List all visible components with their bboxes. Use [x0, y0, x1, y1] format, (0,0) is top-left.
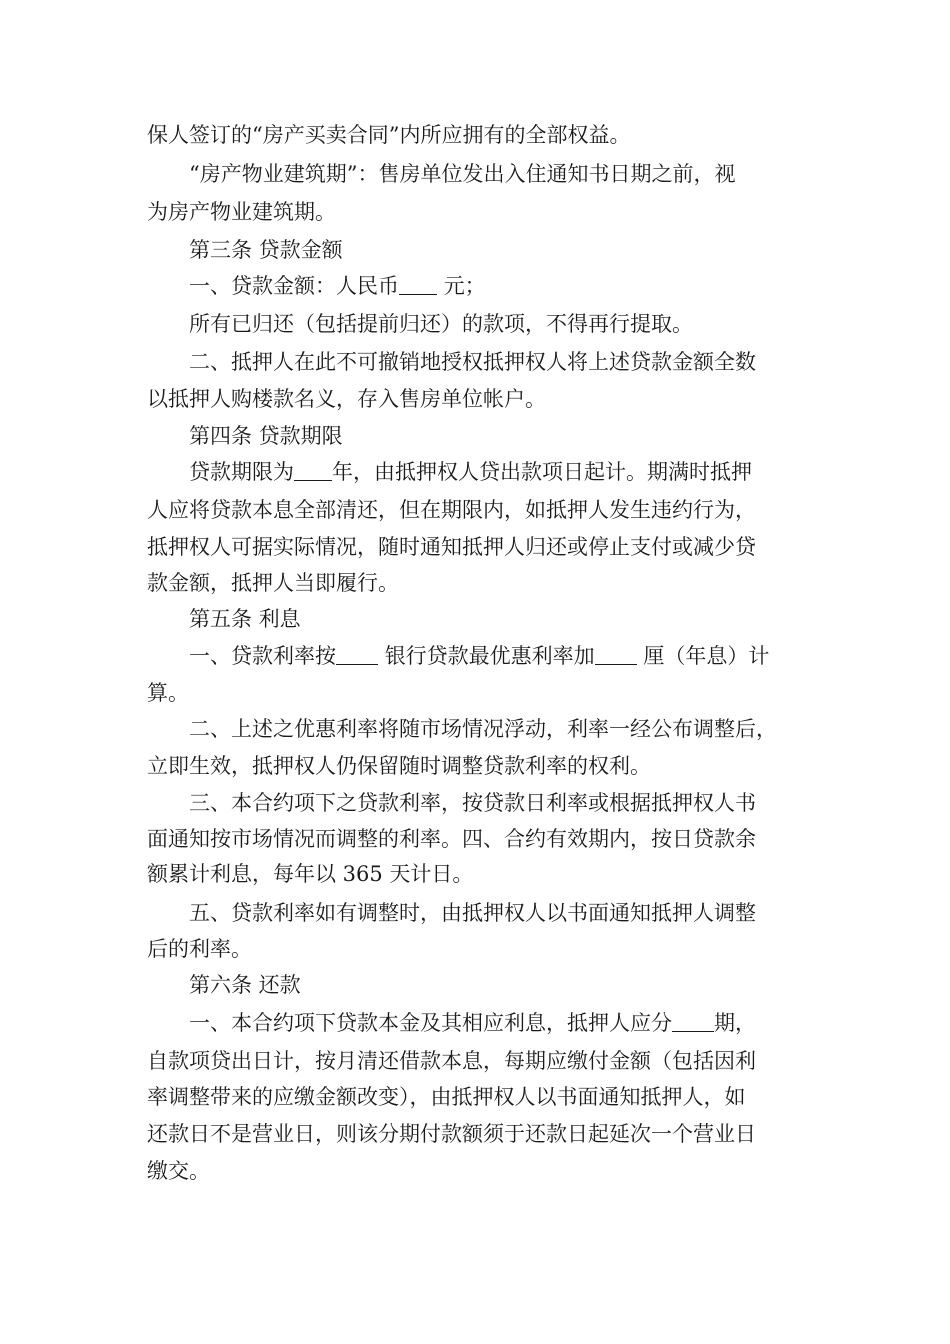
- fill-in-blank[interactable]: [294, 460, 332, 481]
- text-line: [189, 1010, 756, 1036]
- text-line: 还款日不是营业日，则该分期付款额须于还款日起延次一个营业日: [147, 1122, 756, 1146]
- text-line: 缴交。: [147, 1159, 210, 1183]
- fill-in-blank[interactable]: [672, 1011, 714, 1032]
- text-line: [189, 459, 752, 485]
- text-fragment: 银行贷款最优惠利率加: [384, 644, 595, 668]
- text-fragment: 年，由抵押权人贷出款项日起计。期满时抵押: [332, 460, 752, 484]
- fill-in-blank[interactable]: [595, 644, 637, 665]
- text-fragment: 期，: [714, 1011, 756, 1035]
- text-line: 所有已归还（包括提前归还）的款项，不得再行提取。: [189, 312, 693, 336]
- text-fragment: 一、贷款利率按: [189, 644, 336, 668]
- text-line: 款金额，抵押人当即履行。: [147, 571, 399, 595]
- text-line: 额累计利息，每年以 365 天计日。: [147, 862, 474, 886]
- text-fragment: 厘（年息）计: [643, 644, 770, 668]
- article-heading: 第六条 还款: [189, 973, 301, 997]
- text-line: 五、贷款利率如有调整时，由抵押权人以书面通知抵押人调整: [189, 901, 756, 925]
- text-line: 二、抵押人在此不可撤销地授权抵押权人将上述贷款金额全数: [189, 350, 756, 374]
- article-heading: 第三条 贷款金额: [189, 238, 343, 262]
- fill-in-blank[interactable]: [336, 644, 378, 665]
- text-line: 自款项贷出日计，按月清还借款本息，每期应缴付金额（包括因利: [147, 1049, 756, 1073]
- text-line: 二、上述之优惠利率将随市场情况浮动，利率一经公布调整后，: [189, 717, 777, 741]
- text-line: “房产物业建筑期”：售房单位发出入住通知书日期之前，视: [189, 162, 736, 186]
- text-line: 人应将贷款本息全部清还，但在期限内，如抵押人发生违约行为，: [147, 498, 756, 522]
- text-fragment: 一、贷款金额：人民币: [189, 274, 399, 298]
- text-line: 抵押权人可据实际情况，随时通知抵押人归还或停止支付或减少贷: [147, 535, 756, 559]
- text-line: 以抵押人购楼款名义，存入售房单位帐户。: [147, 387, 546, 411]
- text-line: 保人签订的“房产买卖合同”内所应拥有的全部权益。: [147, 123, 631, 147]
- article-heading: 第四条 贷款期限: [189, 424, 343, 448]
- text-line: 为房产物业建筑期。: [147, 200, 336, 224]
- text-line: [189, 643, 769, 669]
- text-line: 立即生效，抵押权人仍保留随时调整贷款利率的权利。: [147, 754, 651, 778]
- text-line: 率调整带来的应缴金额改变），由抵押权人以书面通知抵押人，如: [147, 1085, 746, 1109]
- text-line: 算。: [147, 681, 189, 705]
- text-line: [189, 273, 486, 299]
- fill-in-blank[interactable]: [399, 274, 437, 295]
- text-fragment: 一、本合约项下贷款本金及其相应利息，抵押人应分: [189, 1011, 672, 1035]
- text-line: 面通知按市场情况而调整的利率。四、合约有效期内，按日贷款余: [147, 827, 756, 851]
- text-fragment: 贷款期限为: [189, 460, 294, 484]
- text-line: 三、本合约项下之贷款利率，按贷款日利率或根据抵押权人书: [189, 791, 756, 815]
- article-heading: 第五条 利息: [189, 607, 301, 631]
- text-fragment: 元；: [443, 274, 486, 298]
- text-line: 后的利率。: [147, 937, 252, 961]
